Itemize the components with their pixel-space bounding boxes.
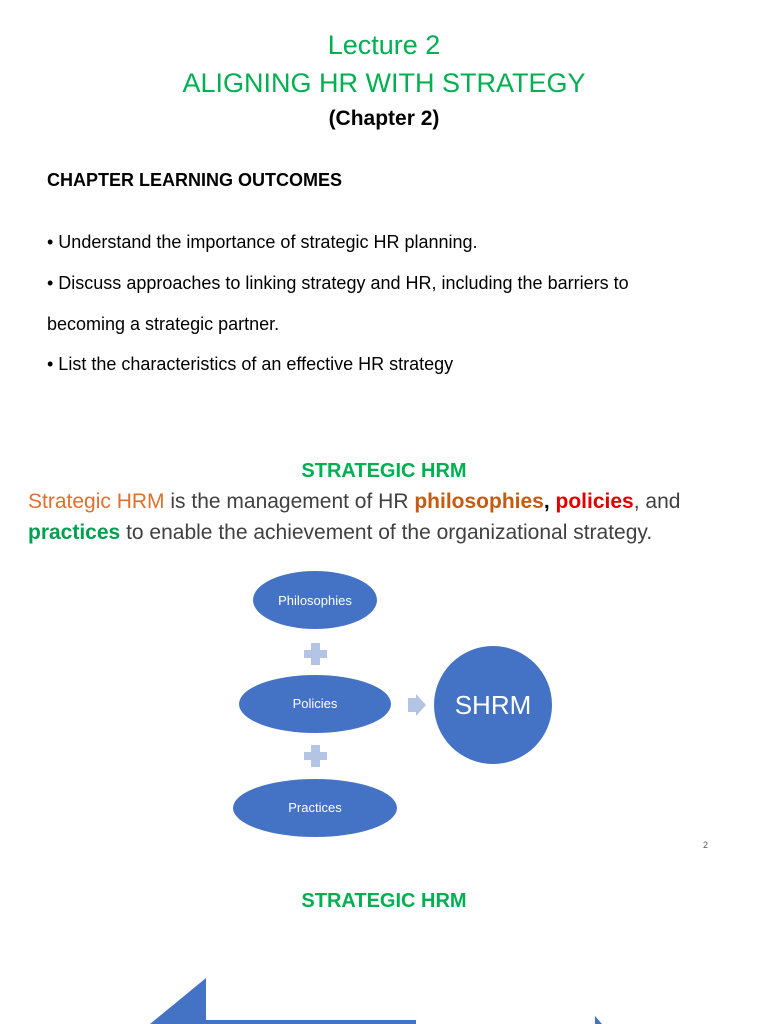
shrm-label: SHRM <box>454 690 532 720</box>
lecture-label: Lecture 2 <box>327 30 441 60</box>
term-strategic-hrm: Strategic HRM <box>28 490 165 513</box>
right-arrow-icon <box>408 694 426 716</box>
outcome-item-continuation: becoming a strategic partner. <box>47 314 280 334</box>
outcome-item: • Understand the importance of strategic HR planning. <box>47 232 478 252</box>
term-practices: practices <box>28 521 121 544</box>
section-heading-strategic-hrm: STRATEGIC HRM <box>301 460 467 482</box>
outcomes-heading: CHAPTER LEARNING OUTCOMES <box>47 170 343 190</box>
plus-icon <box>304 643 327 665</box>
page-number: 2 <box>703 840 709 850</box>
philosophies-label: Philosophies <box>278 593 352 608</box>
definition-text: is the management of HR <box>164 490 415 513</box>
chapter-label: (Chapter 2) <box>328 107 440 130</box>
definition-comma: , <box>543 490 550 513</box>
term-philosophies: philosophies <box>414 490 544 513</box>
definition-line-2 <box>28 521 768 545</box>
outcome-item: • List the characteristics of an effective HR strategy <box>47 354 454 374</box>
definition-line-1 <box>28 490 768 514</box>
definition-text: , and <box>633 490 681 513</box>
definition-text: to enable the achievement of the organizational strategy. <box>120 521 653 544</box>
page-title: ALIGNING HR WITH STRATEGY <box>182 68 586 98</box>
practices-label: Practices <box>288 800 342 815</box>
section-heading-strategic-hrm-2: STRATEGIC HRM <box>301 890 467 912</box>
outcome-item: • Discuss approaches to linking strategy and HR, including the barriers to <box>47 273 629 293</box>
shrm-diagram <box>220 565 560 845</box>
term-policies: policies <box>555 490 634 513</box>
policies-label: Policies <box>292 696 338 711</box>
plus-icon <box>304 745 327 767</box>
left-arrow-shape <box>140 970 620 1024</box>
